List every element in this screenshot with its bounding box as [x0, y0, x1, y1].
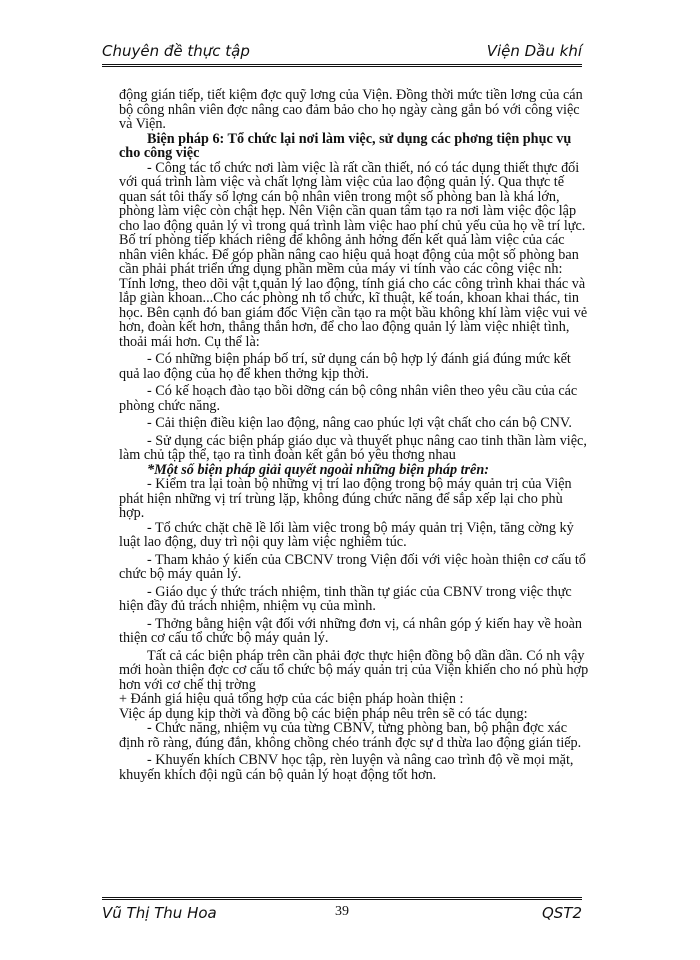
list-item: - Có những biện pháp bố trí, sử dụng cán bộ hợp lý đánh giá đúng mức kết quả lao động của họ để khen thởng kịp thời. — [119, 351, 571, 382]
list-item: - Sử dụng các biện pháp giáo dục và thuyết phục nâng cao tinh thần làm việc, làm chủ tập thể, tạo ra tình đoàn kết gắn bó yêu thơng nhau — [119, 432, 587, 463]
list-item: - Tổ chức chặt chẽ lề lối làm việc trong bộ máy quản trị Viện, tăng cờng kỷ luật lao động, duy trì nội quy làm việc nghiêm túc. — [119, 519, 574, 550]
footer-author: Vũ Thị Thu Hoa — [102, 904, 217, 922]
list-item: - Thởng bằng hiện vật đối với những đơn vị, cá nhân góp ý kiến hay về hoàn thiện cơ cấu tổ chức bộ máy quản lý. — [119, 615, 582, 646]
page-number: 39 — [335, 904, 349, 919]
paragraph: Tất cả các biện pháp trên cần phải đợc thực hiện đồng bộ dần dần. Có nh vậy mới hoàn thiện đợc cơ cấu tổ chức bộ máy quản trị của Viện khiến cho nó phù hợp hơn với cơ chế thị trờng — [119, 647, 589, 693]
list-item: - Có kế hoạch đào tạo bồi dỡng cán bộ công nhân viên theo yêu cầu của các phòng chức năng. — [119, 383, 578, 414]
section-heading: Biện pháp 6: Tổ chức lại nơi làm việc, sử dụng các phơng tiện phục vụ cho công việc — [119, 130, 572, 161]
page-header — [102, 40, 582, 67]
list-item: - Cải thiện điều kiện lao động, nâng cao phúc lợi vật chất cho cán bộ CNV. — [147, 415, 572, 431]
list-item: - Giáo dục ý thức trách nhiệm, tinh thần tự giác của CBNV trong việc thực hiện đầy đủ trách nhiệm, nhiệm vụ của mình. — [119, 583, 572, 614]
paragraph: động gián tiếp, tiết kiệm đợc quỹ lơng của Viện. Đồng thời mức tiền lơng của cán bộ công nhân viên đợc nâng cao đảm bảo cho họ ngày càng gắn bó với công việc và Viện. — [119, 87, 583, 132]
header-organization: Viện Dầu khí — [486, 42, 582, 60]
list-item: - Chức năng, nhiệm vụ của từng CBNV, từng phòng ban, bộ phận đợc xác định rõ ràng, đúng đắn, không chồng chéo tránh đợc sự d thừa lao động gián tiếp. — [119, 720, 582, 751]
document-body — [119, 88, 591, 782]
list-item: - Tham khảo ý kiến của CBCNV trong Viện đối với việc hoàn thiện cơ cấu tổ chức bộ máy quản lý. — [119, 551, 586, 582]
footer-class: QST2 — [541, 904, 582, 922]
paragraph: + Đánh giá hiệu quả tổng hợp của các biện pháp hoàn thiện : — [119, 691, 464, 707]
paragraph: Việc áp dụng kịp thời và đồng bộ các biện pháp nêu trên sẽ có tác dụng: — [119, 705, 528, 722]
page-footer — [102, 897, 582, 927]
subsection-heading: *Một số biện pháp giải quyết ngoài những biện pháp trên: — [147, 461, 489, 478]
paragraph: - Công tác tổ chức nơi làm việc là rất cần thiết, nó có tác dụng thiết thực đối với quá trình làm việc và chất lợng làm việc của lao động quản lý. Qua thực tế quan sát tôi thấy số lợng cán bộ nhân viên trong một số phòng ban là khá lớn, phòng làm việc còn chật hẹp. Nên Viện cần quan tâm tạo ra nơi làm việc độc lập cho lao động quản lý vì trong quá trình làm việc hao phí chủ yếu của họ về trí lực. Bố trí phòng tiếp khách riêng để không ảnh hởng đến kết quả làm việc của các nhân viên khác. Để góp phần nâng cao hiệu quả hoạt động của một số phòng ban cần phải phát triển ứng dụng phần mềm của máy vi tính vào các công việc nh: Tính lơng, theo dõi vật t,quản lý lao động, tính giá cho các công trình khai thác và lắp giàn khoan...Cho các phòng nh tổ chức, kĩ thuật, kế toán, khoan khai thác, tin học. Bên cạnh đó ban giám đốc Viện cần tạo ra một bầu không khí làm việc vui vẻ hơn, đoàn kết hơn, thẳng thắn hơn, để cho lao động quản lý làm việc nhiệt tình, thoải mái hơn. Cụ thể là: — [119, 159, 588, 350]
header-title: Chuyên đề thực tập — [102, 42, 250, 60]
list-item: - Khuyến khích CBNV học tập, rèn luyện và nâng cao trình độ về mọi mặt, khuyến khích đội ngũ cán bộ quản lý hoạt động tốt hơn. — [119, 752, 574, 783]
list-item: - Kiểm tra lại toàn bộ những vị trí lao động trong bộ máy quản trị của Viện phát hiện những vị trí trùng lặp, không đúng chức năng để sắp xếp lại cho phù hợp. — [119, 476, 572, 521]
